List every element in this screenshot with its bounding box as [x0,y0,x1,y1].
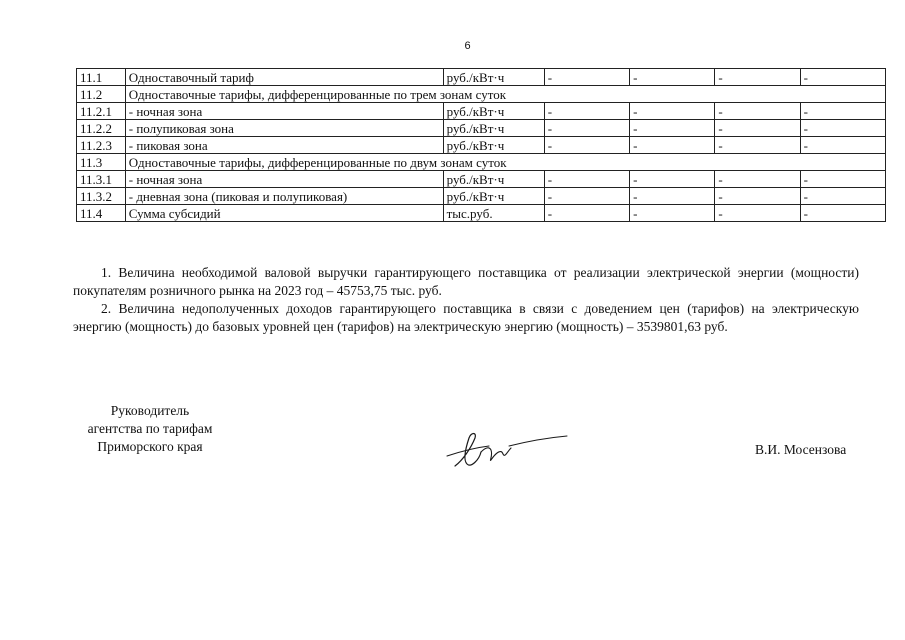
row-number: 11.2.3 [77,137,126,154]
note-lost-income: 2. Величина недополученных доходов гарантирующего поставщика в связи с доведением цен (тарифов) на электрическую энергию (мощность) до базовых уровней цен (тарифов) на электрическую энергию (мощность) – 3539801,63 руб. [73,301,859,334]
row-name: Сумма субсидий [125,205,443,222]
table-row-11-1 [77,69,886,86]
table-row-11-3-2 [77,188,886,205]
row-value-4: - [800,188,885,205]
handwritten-signature [445,430,570,472]
signer-title [80,402,220,456]
row-name: - ночная зона [125,103,443,120]
row-number: 11.3.1 [77,171,126,188]
row-name: - полупиковая зона [125,120,443,137]
row-value-4: - [800,205,885,222]
row-name: Одноставочный тариф [125,69,443,86]
row-value-2: - [630,188,715,205]
row-value-4: - [800,103,885,120]
signer-title-line-2: агентства по тарифам [87,421,213,436]
row-value-4: - [800,69,885,86]
row-value-1: - [544,103,629,120]
table-row-11-3 [77,154,886,171]
row-value-1: - [544,171,629,188]
row-value-3: - [715,205,800,222]
row-value-3: - [715,171,800,188]
row-unit: руб./кВт·ч [443,188,544,205]
row-value-2: - [630,103,715,120]
row-number: 11.2.1 [77,103,126,120]
row-unit: руб./кВт·ч [443,137,544,154]
row-unit: тыс.руб. [443,205,544,222]
row-name: - дневная зона (пиковая и полупиковая) [125,188,443,205]
table-row-11-2 [77,86,886,103]
row-value-1: - [544,137,629,154]
row-value-2: - [630,120,715,137]
table-row-11-2-1 [77,103,886,120]
row-value-4: - [800,137,885,154]
tariff-table-body [77,69,886,222]
table-row-11-3-1 [77,171,886,188]
row-name: - пиковая зона [125,137,443,154]
row-number: 11.3.2 [77,188,126,205]
row-section-heading: Одноставочные тарифы, дифференцированные по трем зонам суток [125,86,885,103]
row-number: 11.4 [77,205,126,222]
row-value-1: - [544,69,629,86]
tariff-table [76,68,886,222]
table-row-11-2-3 [77,137,886,154]
signer-name: В.И. Мосензова [755,442,847,457]
row-value-3: - [715,69,800,86]
row-number: 11.2.2 [77,120,126,137]
row-value-3: - [715,103,800,120]
row-name: - ночная зона [125,171,443,188]
row-value-4: - [800,120,885,137]
row-value-2: - [630,137,715,154]
table-row-11-2-2 [77,120,886,137]
row-value-2: - [630,171,715,188]
row-value-4: - [800,171,885,188]
note-revenue: 1. Величина необходимой валовой выручки гарантирующего поставщика от реализации электрической энергии (мощности) покупателям розничного рынка на 2023 год – 45753,75 тыс. руб. [73,265,859,298]
row-value-2: - [630,69,715,86]
row-section-heading: Одноставочные тарифы, дифференцированные по двум зонам суток [125,154,885,171]
notes-section [73,264,859,336]
signer-title-line-3: Приморского края [97,439,203,454]
page-number: 6 [464,40,471,52]
table-row-11-4 [77,205,886,222]
row-number: 11.3 [77,154,126,171]
row-value-2: - [630,205,715,222]
row-value-3: - [715,188,800,205]
signer-title-line-1: Руководитель [110,403,190,418]
row-value-1: - [544,188,629,205]
row-unit: руб./кВт·ч [443,120,544,137]
row-unit: руб./кВт·ч [443,69,544,86]
row-unit: руб./кВт·ч [443,103,544,120]
row-value-3: - [715,120,800,137]
row-value-1: - [544,205,629,222]
row-number: 11.2 [77,86,126,103]
row-unit: руб./кВт·ч [443,171,544,188]
row-number: 11.1 [77,69,126,86]
row-value-3: - [715,137,800,154]
row-value-1: - [544,120,629,137]
